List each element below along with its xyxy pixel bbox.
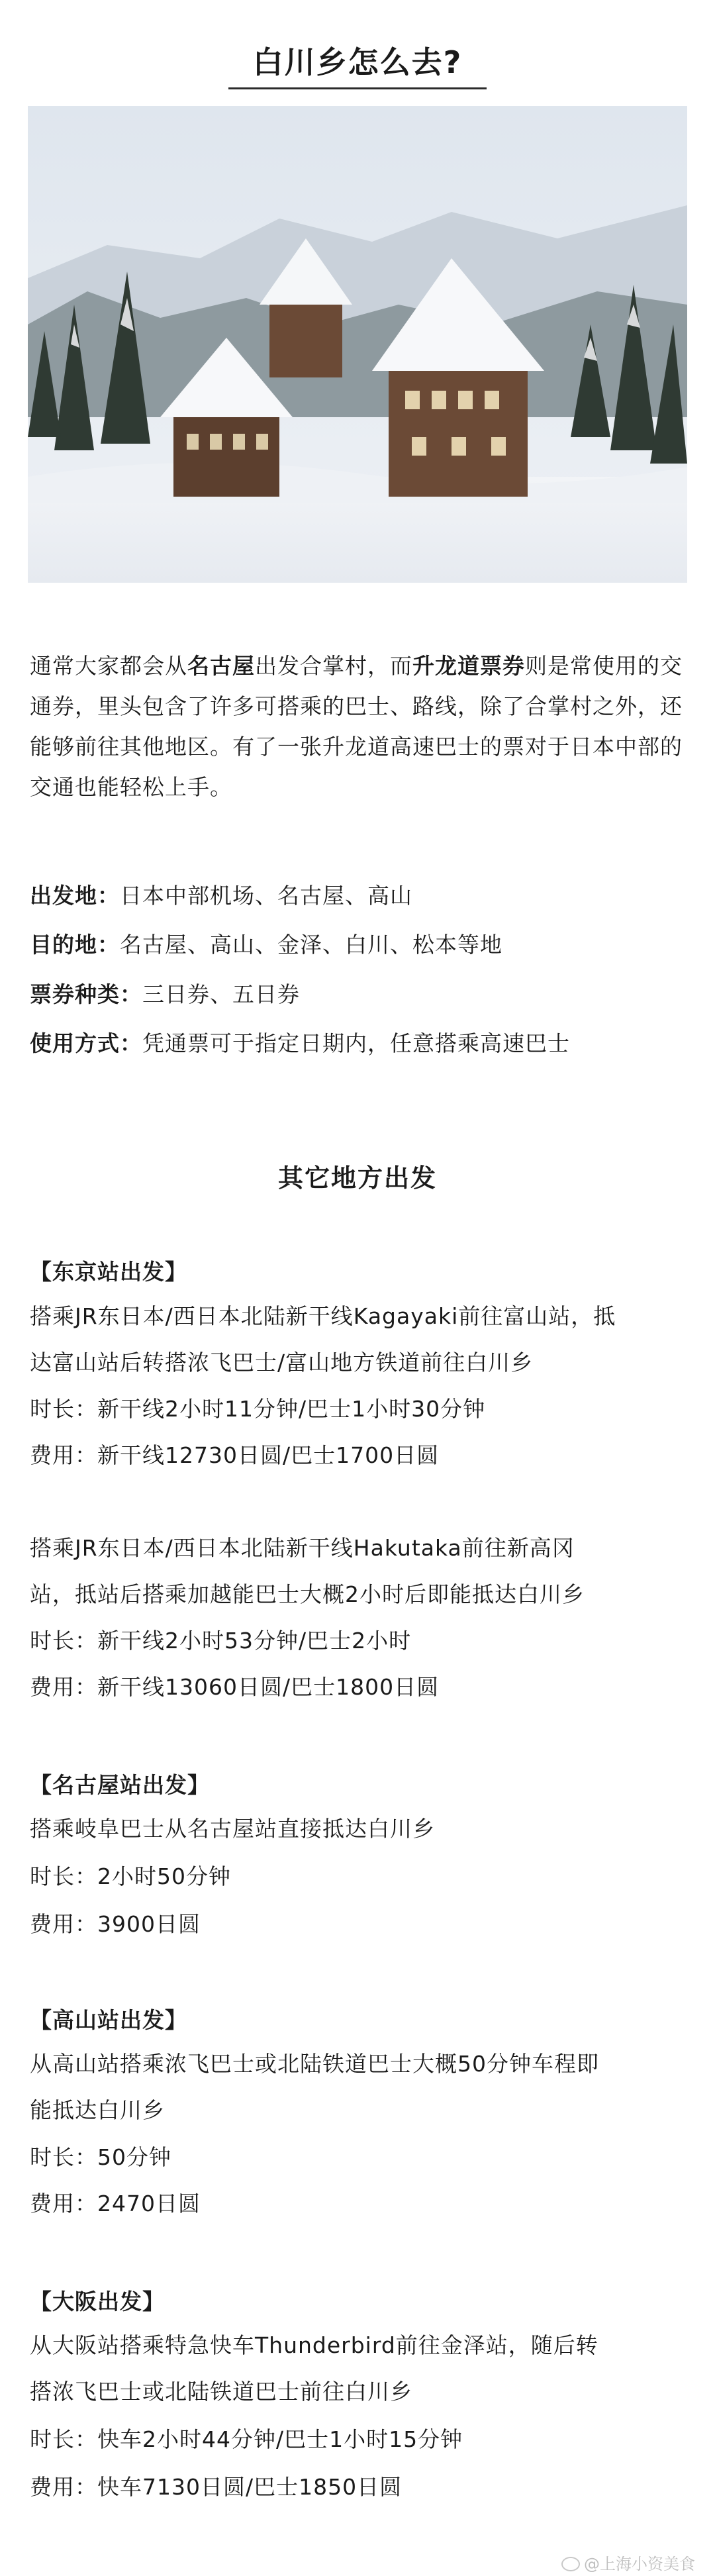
takayama-cost: 费用：2470日圆 [30,2191,201,2216]
info-ticket-type: 票券种类：三日券、五日券 [30,981,300,1007]
tokyo-route1-cost: 费用：新干线12730日圆/巴士1700日圆 [30,1442,440,1468]
tokyo-heading: 【东京站出发】 [30,1259,187,1285]
takayama-route-line1: 从高山站搭乘浓飞巴士或北陆铁道巴士大概50分钟车程即 [30,2051,599,2077]
nagoya-heading: 【名古屋站出发】 [30,1772,210,1798]
tokyo-route2-cost: 费用：新干线13060日圆/巴士1800日圆 [30,1674,440,1700]
osaka-cost: 费用：快车7130日圆/巴士1850日圆 [30,2474,403,2500]
tokyo-route2-line1: 搭乘JR东日本/西日本北陆新干线Hakutaka前往新高冈 [30,1535,575,1561]
page-title: 白川乡怎么去? [252,44,463,80]
takayama-time: 时长：50分钟 [30,2144,171,2170]
nagoya-time: 时长：2小时50分钟 [30,1863,231,1889]
title-underline [228,87,487,89]
other-origins-heading: 其它地方出发 [277,1164,437,1193]
tokyo-route1-line1: 搭乘JR东日本/西日本北陆新干线Kagayaki前往富山站，抵 [30,1303,616,1329]
osaka-time: 时长：快车2小时44分钟/巴士1小时15分钟 [30,2426,463,2452]
nagoya-route-line1: 搭乘岐阜巴士从名古屋站直接抵达白川乡 [30,1816,435,1842]
takayama-heading: 【高山站出发】 [30,2007,187,2033]
tokyo-route1-time: 时长：新干线2小时11分钟/巴士1小时30分钟 [30,1396,486,1422]
takayama-route-line2: 能抵达白川乡 [30,2097,165,2123]
info-destination: 目的地：名古屋、高山、金泽、白川、松本等地 [30,932,502,958]
osaka-route-line2: 搭浓飞巴士或北陆铁道巴士前往白川乡 [30,2379,412,2404]
intro-paragraph: 通常大家都会从名古屋出发合掌村，而升龙道票券则是常使用的交通券，里头包含了许多可搭乘的巴士、路线，除了合掌村之外，还能够前往其他地区。有了一张升龙道高速巴士的票对于日本中部的交通也能轻松上手。 [30,653,683,800]
tokyo-route1-line2: 达富山站后转搭浓飞巴士/富山地方铁道前往白川乡 [30,1350,534,1375]
info-usage: 使用方式：凭通票可于指定日期内，任意搭乘高速巴士 [30,1030,570,1056]
weibo-icon [561,2557,580,2571]
shirakawa-village-photo [28,106,687,583]
osaka-heading: 【大阪出发】 [30,2289,165,2314]
nagoya-cost: 费用：3900日圆 [30,1911,201,1937]
tokyo-route2-time: 时长：新干线2小时53分钟/巴士2小时 [30,1628,412,1654]
osaka-route-line1: 从大阪站搭乘特急快车Thunderbird前往金泽站，随后转 [30,2332,598,2358]
weibo-watermark: @上海小资美食 [561,2551,695,2574]
info-departure: 出发地：日本中部机场、名古屋、高山 [30,883,412,909]
tokyo-route2-line2: 站，抵站后搭乘加越能巴士大概2小时后即能抵达白川乡 [30,1581,585,1607]
